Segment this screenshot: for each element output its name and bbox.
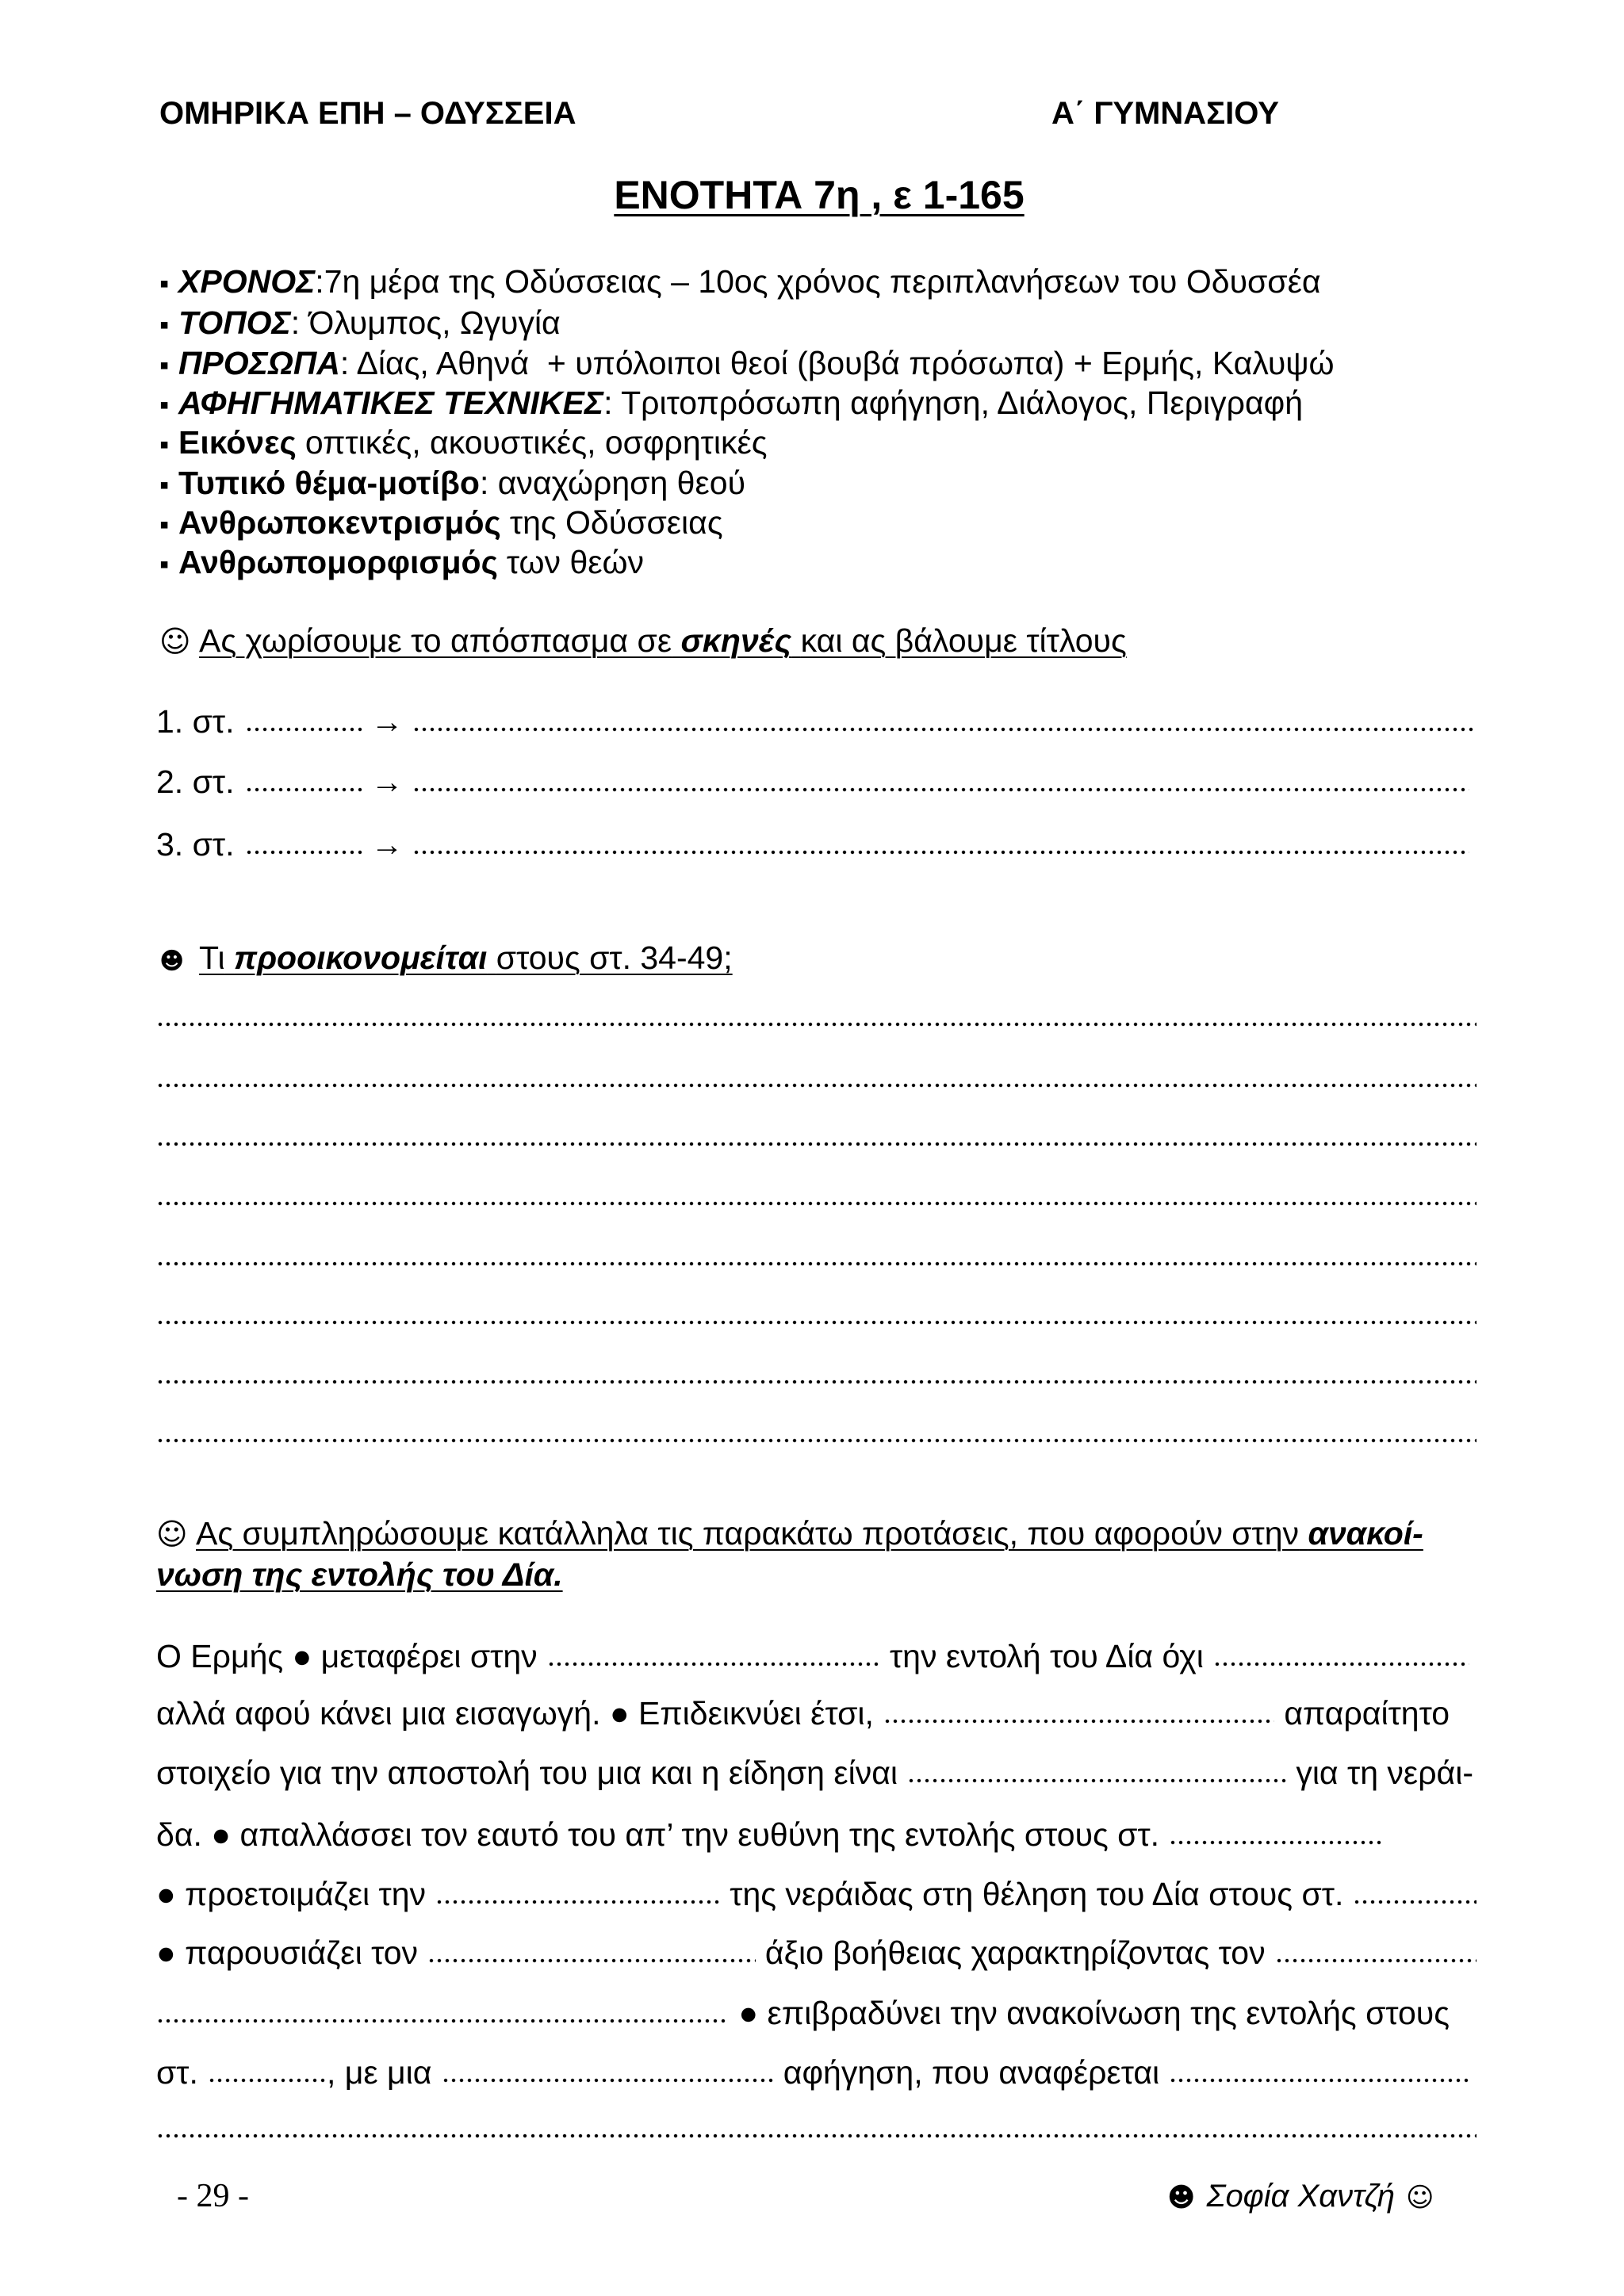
answer-line <box>156 1437 1477 1444</box>
answer-line <box>156 1200 1477 1207</box>
bullet-icon: ▪ <box>159 510 170 540</box>
fill-line-1 <box>156 1637 1469 1675</box>
prompt-text-part: και ας βάλουμε τίτλους <box>800 622 1127 659</box>
page-number: - 29 - <box>177 2178 249 2214</box>
fill-blank <box>547 1661 880 1667</box>
info-text: : Τριτοπρόσωπη αφήγηση, Διάλογος, Περιγραφή <box>603 385 1304 421</box>
smiley-icon: ☺ <box>156 1517 188 1552</box>
fill-blank <box>412 726 1477 733</box>
fill-blank <box>1275 1957 1477 1964</box>
info-label: ΤΟΠΟΣ <box>178 304 291 341</box>
info-item-techniques <box>159 384 1303 424</box>
prompt-emphasis: νωση της εντολής του Δία. <box>156 1556 563 1593</box>
info-label: ΧΡΟΝΟΣ <box>178 263 316 300</box>
scene-verse-label: 2. στ. <box>156 763 235 800</box>
info-text: : Δίας, Αθηνά + υπόλοιποι θεοί (βουβά πρόσωπα) + Ερμής, Καλυψώ <box>339 345 1335 381</box>
info-text: της Οδύσσειας <box>509 504 723 541</box>
info-item-place <box>159 304 561 344</box>
prompt-text-part: στους στ. 34-49; <box>496 939 733 976</box>
info-text: των θεών <box>506 544 645 580</box>
fill-in-prompt <box>156 1514 1423 1553</box>
fill-line-8 <box>156 2053 1469 2091</box>
fill-line-text: Ο Ερμής ● μεταφέρει στην <box>156 1638 538 1674</box>
scene-line-2 <box>156 763 1469 801</box>
smiley-black-icon: ☻ <box>159 947 185 975</box>
info-label: Τυπικό θέμα-μοτίβο <box>178 465 480 501</box>
fill-line-text: για τη νεράι- <box>1296 1755 1473 1791</box>
fill-line-9 <box>156 2133 1477 2139</box>
bullet-icon: ▪ <box>159 470 170 500</box>
author-signature <box>1167 2177 1434 2217</box>
fill-blank <box>245 849 366 855</box>
info-item-time <box>159 262 1321 303</box>
fill-blank <box>1169 1839 1385 1846</box>
arrow-icon: → <box>370 826 404 863</box>
bullet-icon: ▪ <box>159 350 170 381</box>
fill-blank <box>156 2018 729 2024</box>
bullet-icon: ▪ <box>159 310 170 340</box>
bullet-icon: ▪ <box>159 390 170 420</box>
fill-blank <box>435 1899 720 1905</box>
scenes-prompt <box>159 622 1127 660</box>
scene-verse-label: 3. στ. <box>156 826 235 863</box>
fill-blank <box>1213 1661 1469 1667</box>
scene-line-3 <box>156 825 1469 863</box>
info-item-anthropomorphism <box>159 543 644 584</box>
fill-blank <box>412 786 1469 793</box>
info-label: Εικόνες <box>178 424 297 461</box>
fill-blank <box>412 849 1469 855</box>
fill-blank <box>427 1957 756 1964</box>
header-subject: ΟΜΗΡΙΚΑ ΕΠΗ – ΟΔΥΣΣΕΙΑ <box>159 96 576 131</box>
fill-line-4 <box>156 1816 1385 1854</box>
info-item-persons <box>159 344 1335 385</box>
header-grade: Α΄ ΓΥΜΝΑΣΙΟΥ <box>1051 96 1279 131</box>
fill-line-5 <box>156 1875 1477 1913</box>
fill-line-text: ● παρουσιάζει τον <box>156 1934 419 1971</box>
answer-line <box>156 1141 1477 1147</box>
fill-line-text: άξιο βοήθειας χαρακτηρίζοντας τον <box>764 1934 1266 1971</box>
info-label: Ανθρωποκεντρισμός <box>178 504 501 541</box>
fill-in-prompt-continuation <box>156 1556 563 1594</box>
prediction-prompt <box>159 939 733 981</box>
prompt-emphasis: προοικονομείται <box>234 939 488 976</box>
answer-line <box>156 1319 1477 1326</box>
prompt-emphasis: ανακοί- <box>1308 1515 1423 1552</box>
page-title: ΕΝΟΤΗΤΑ 7η , ε 1-165 <box>614 173 1025 217</box>
fill-blank <box>245 726 366 733</box>
fill-blank <box>907 1777 1286 1784</box>
fill-line-text: της νεράιδας στη θέληση του Δία στους στ. <box>730 1876 1344 1912</box>
bullet-icon: ▪ <box>159 269 170 299</box>
info-text: :7η μέρα της Οδύσσειας – 10ος χρόνος περιπλανήσεων του Οδυσσέα <box>315 263 1321 300</box>
scene-verse-label: 1. στ. <box>156 703 235 740</box>
info-item-images <box>159 423 768 464</box>
smiley-icon: ☺ <box>1405 2182 1434 2214</box>
fill-in-prompt-text <box>196 1515 1423 1552</box>
smiley-black-icon: ☻ <box>1167 2182 1196 2214</box>
scene-line-1 <box>156 702 1477 740</box>
fill-line-text: στοιχείο για την αποστολή του μια και η είδηση είναι <box>156 1755 898 1791</box>
fill-line-text: ● επιβραδύνει την ανακοίνωση της εντολής στους <box>738 1995 1450 2031</box>
answer-line <box>156 1021 1477 1027</box>
fill-blank <box>1353 1899 1477 1905</box>
info-item-motif <box>159 464 745 504</box>
fill-line-2 <box>156 1694 1450 1732</box>
bullet-icon: ▪ <box>159 430 170 460</box>
prompt-emphasis: σκηνές <box>680 622 792 659</box>
fill-line-3 <box>156 1754 1473 1792</box>
prediction-prompt-text <box>199 939 733 976</box>
bullet-icon: ▪ <box>159 549 170 580</box>
fill-blank <box>442 2077 774 2084</box>
info-text: : Όλυμπος, Ωγυγία <box>290 304 561 341</box>
fill-line-text: στ. <box>156 2054 198 2091</box>
fill-line-7 <box>156 1994 1450 2032</box>
fill-line-text: , με μια <box>326 2054 432 2091</box>
arrow-icon: → <box>370 763 404 800</box>
smiley-icon: ☺ <box>159 624 191 659</box>
fill-blank <box>208 2077 325 2084</box>
fill-blank <box>883 1718 1274 1724</box>
prompt-text-part: Ας χωρίσουμε το απόσπασμα σε <box>199 622 672 659</box>
fill-line-6 <box>156 1934 1477 1972</box>
answer-line <box>156 1379 1477 1385</box>
info-text: οπτικές, ακουστικές, οσφρητικές <box>304 424 768 461</box>
answer-line <box>156 1261 1477 1267</box>
fill-line-text: αφήγηση, που αναφέρεται <box>783 2054 1160 2091</box>
prompt-text-part: Ας συμπληρώσουμε κατάλληλα τις παρακάτω προτάσεις, που αφορούν στην <box>196 1515 1300 1552</box>
author-name: Σοφία Χαντζή <box>1206 2179 1395 2214</box>
answer-line <box>156 1082 1477 1089</box>
fill-line-text: την εντολή του Δία όχι <box>889 1638 1204 1674</box>
arrow-icon: → <box>370 703 404 740</box>
info-text: : αναχώρηση θεού <box>479 465 745 501</box>
fill-blank <box>1169 2077 1469 2084</box>
prompt-text-part: Τι <box>199 939 225 976</box>
fill-line-text: δα. ● απαλλάσσει τον εαυτό του απ’ την ευθύνη της εντολής στους στ. <box>156 1816 1160 1853</box>
fill-line-text: ● προετοιμάζει την <box>156 1876 427 1912</box>
info-label: ΑΦΗΓΗΜΑΤΙΚΕΣ ΤΕΧΝΙΚΕΣ <box>178 385 604 421</box>
info-item-anthropocentrism <box>159 503 723 544</box>
fill-line-text: απαραίτητο <box>1284 1695 1450 1732</box>
fill-blank <box>245 786 366 793</box>
info-label: Ανθρωπομορφισμός <box>178 544 498 580</box>
scenes-prompt-text <box>199 622 1127 659</box>
fill-line-text: αλλά αφού κάνει μια εισαγωγή. ● Επιδεικνύει έτσι, <box>156 1695 874 1732</box>
info-label: ΠΡΟΣΩΠΑ <box>178 345 340 381</box>
